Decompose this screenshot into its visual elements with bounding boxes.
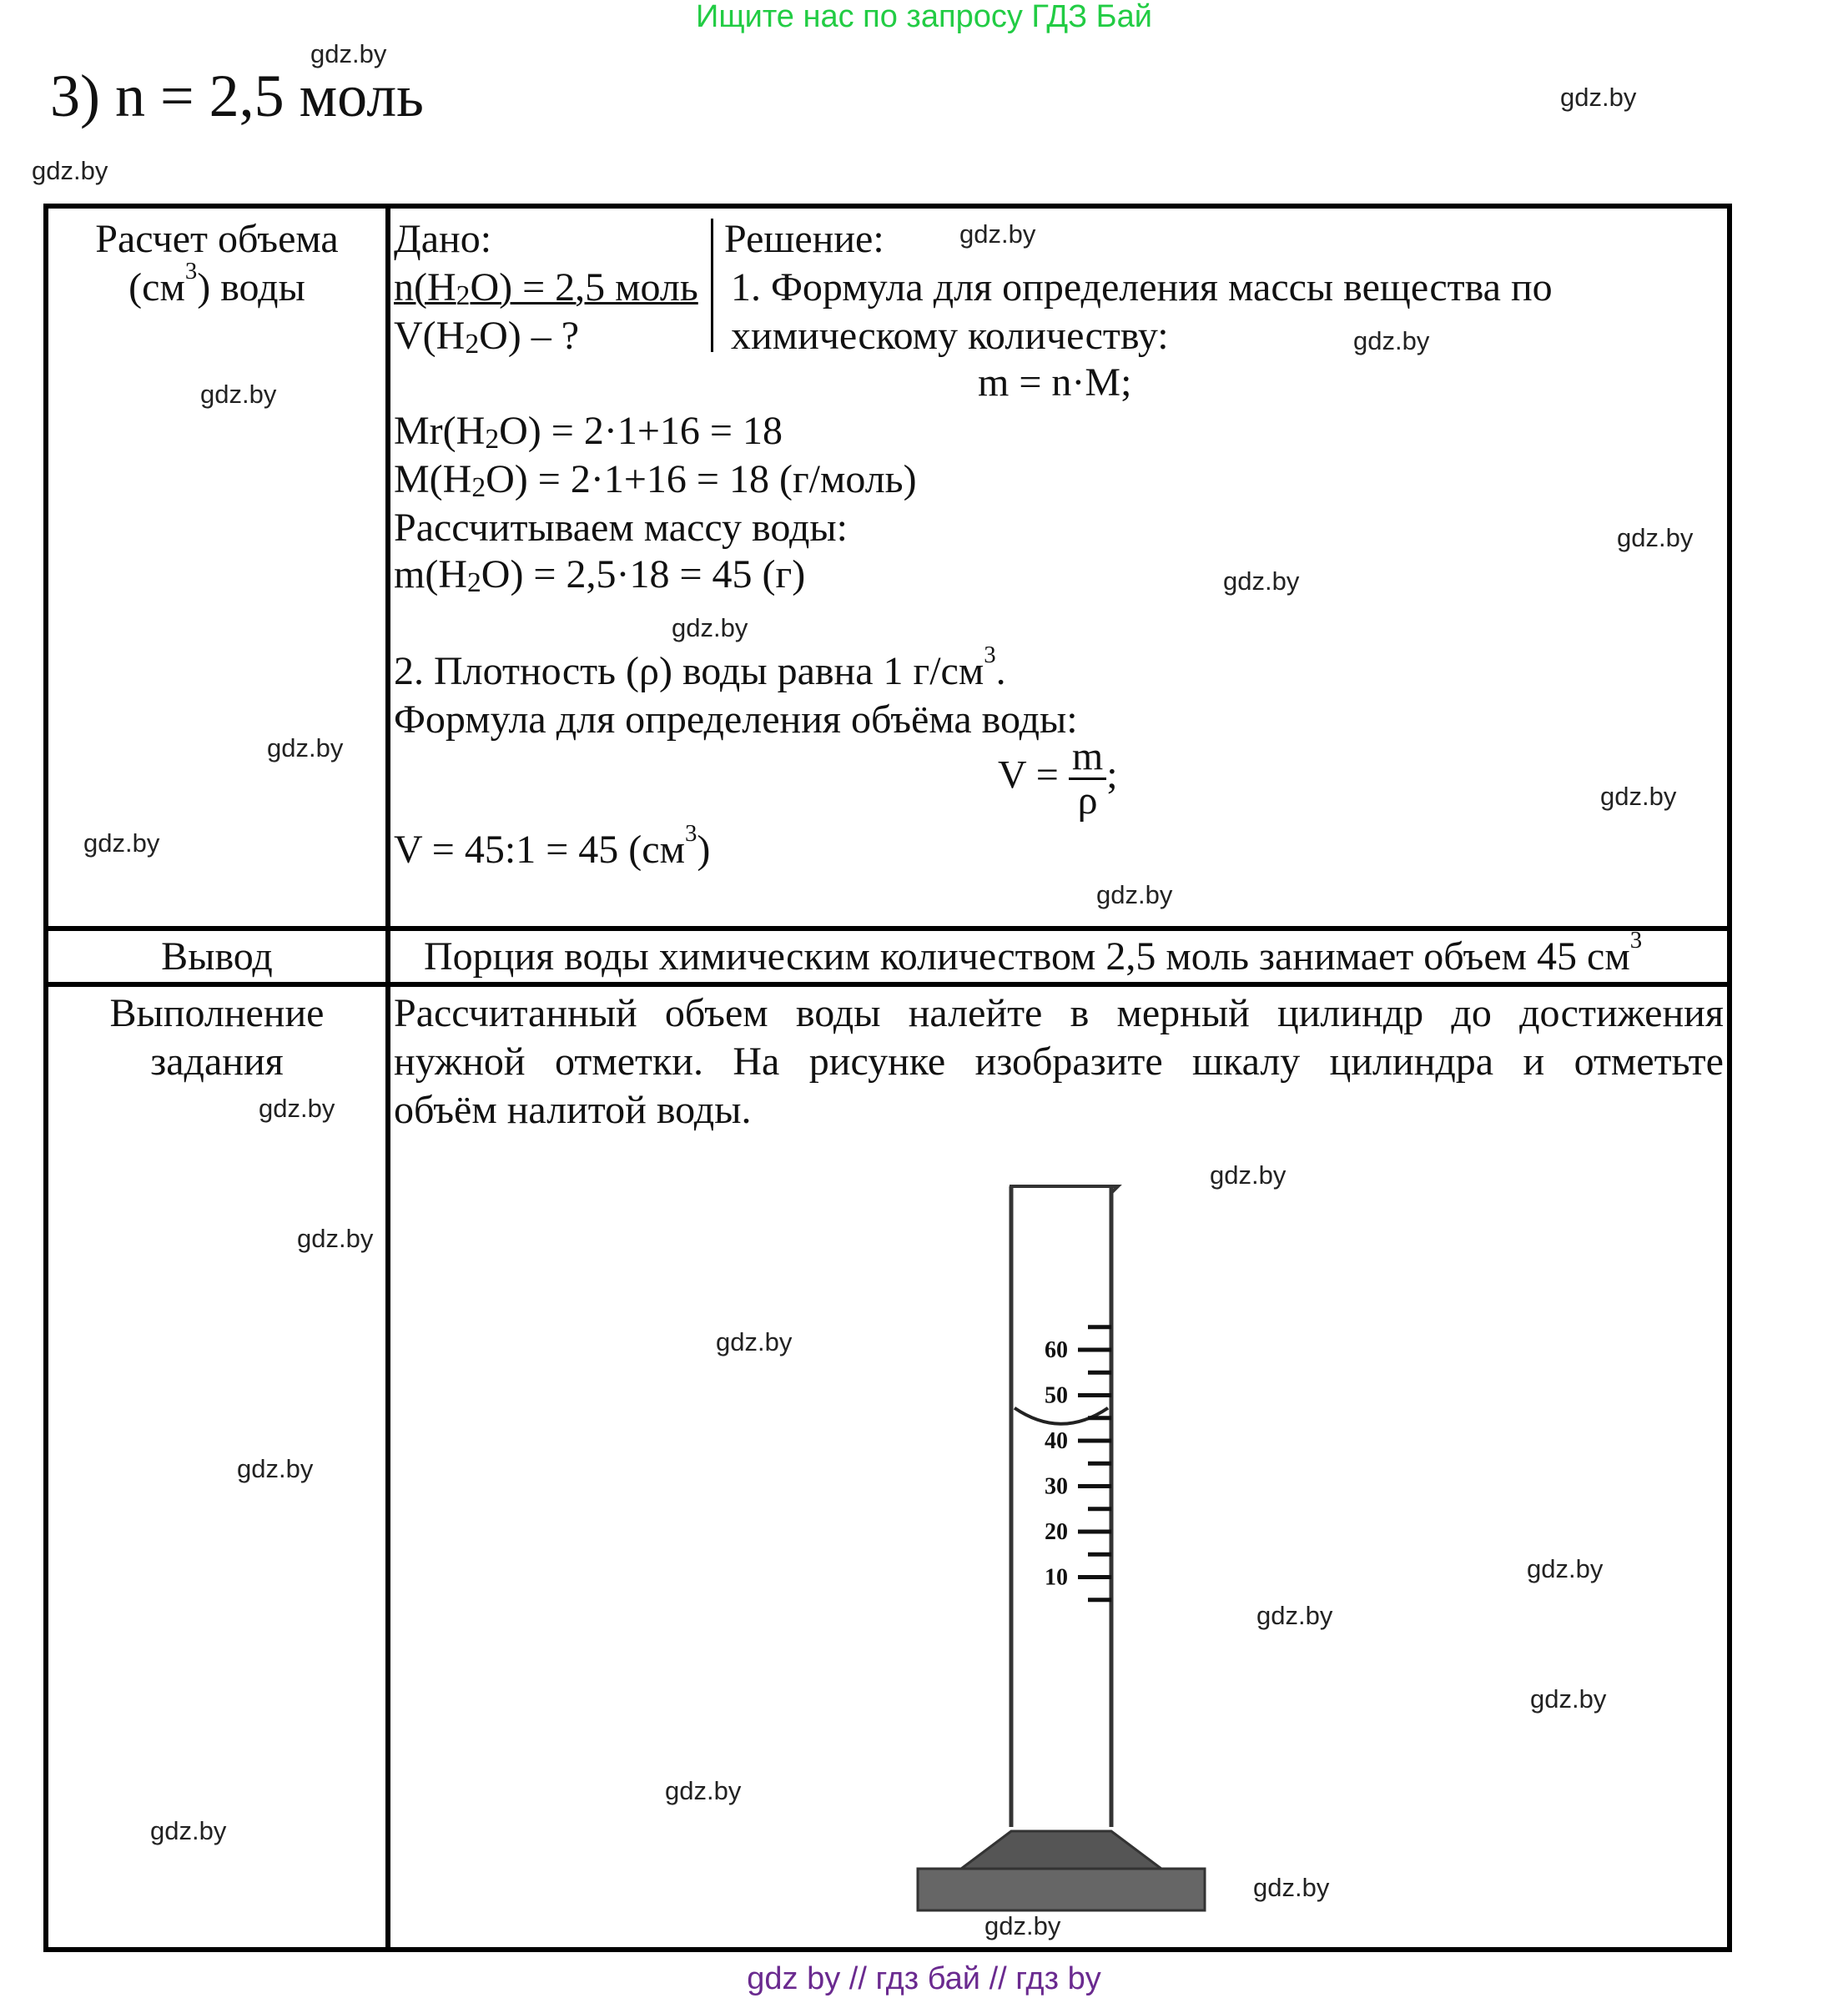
task-word: шкалу — [1192, 1039, 1301, 1084]
relative-molecular-mass: $Mr(H_2O) = 2\cdot 1+16 = 18$ — [394, 409, 783, 455]
watermark: gdz.by — [1600, 782, 1677, 811]
given-find: $V(H_2O)$ – ? — [394, 314, 580, 360]
cylinder-base-plate — [918, 1869, 1205, 1910]
watermark: gdz.by — [1096, 880, 1173, 909]
task-word: цилиндра — [1329, 1039, 1494, 1084]
task-word: Рассчитанный — [394, 991, 637, 1035]
scale-label: 60 — [1045, 1337, 1068, 1363]
task-line-2 — [394, 1038, 1724, 1086]
row-divider — [43, 926, 1732, 931]
calc-mass-label: Рассчитываем массу воды: — [394, 506, 848, 550]
mass-result: $m(H_2O) = 2,5\cdot 18 = 45$ (г) — [394, 552, 806, 599]
watermark: gdz.by — [200, 380, 277, 409]
molar-mass: $M(H_2O) = 2\cdot 1+16 = 18$ (г/моль) — [394, 457, 917, 504]
task-text — [394, 989, 1724, 1135]
watermark: gdz.by — [1253, 1873, 1330, 1902]
step1-line2: химическому количеству: — [731, 314, 1169, 358]
density-statement: 2. Плотность (ρ) воды равна 1 $г/см^3$. — [394, 642, 1006, 693]
watermark: gdz.by — [150, 1816, 227, 1845]
task-word: и — [1523, 1039, 1545, 1084]
watermark: gdz.by — [297, 1224, 374, 1253]
watermark: gdz.by — [267, 733, 344, 762]
watermark: gdz.by — [959, 219, 1036, 249]
step1-line1: 1. Формула для определения массы вещества по — [731, 265, 1553, 310]
watermark: gdz.by — [1256, 1601, 1333, 1630]
watermark: gdz.by — [1560, 83, 1637, 112]
watermark: gdz.by — [83, 828, 160, 858]
scale-label: 40 — [1045, 1428, 1068, 1454]
task-word: нужной — [394, 1039, 526, 1084]
task-word: мерный — [1116, 991, 1250, 1035]
column-divider — [385, 204, 390, 1952]
watermark: gdz.by — [310, 39, 387, 68]
task-word: достижения — [1519, 991, 1724, 1035]
watermark: gdz.by — [237, 1454, 314, 1483]
task-line-3: объём налитой воды. — [394, 1088, 752, 1132]
search-banner[interactable]: Ищите нас по запросу ГДЗ Бай — [696, 0, 1152, 34]
volume-formula: V = $\frac{m}{\rho}$ ; — [998, 734, 1118, 823]
watermark: gdz.by — [716, 1327, 793, 1356]
footer-links[interactable]: gdz by // гдз бай // гдз by — [747, 1961, 1101, 1996]
task-line-1 — [394, 989, 1724, 1038]
volume-formula-label: Формула для определения объёма воды: — [394, 697, 1078, 742]
watermark: gdz.by — [1527, 1554, 1604, 1583]
watermark: gdz.by — [1210, 1160, 1287, 1190]
task-word: воды — [795, 991, 881, 1035]
task-word: до — [1451, 991, 1492, 1035]
solution-label: Решение: — [724, 217, 884, 261]
given-divider — [711, 219, 713, 352]
watermark: gdz.by — [1353, 326, 1430, 355]
task-word: налейте — [908, 991, 1043, 1035]
mass-formula: m = n·M; — [978, 360, 1132, 405]
watermark: gdz.by — [32, 156, 108, 185]
watermark: gdz.by — [665, 1776, 742, 1805]
task-word: объем — [664, 991, 768, 1035]
volume-result: V = 45:1 = 45 $(см^3)$ — [394, 820, 711, 872]
given-label: Дано: — [394, 217, 492, 261]
task-word: изобразите — [974, 1039, 1163, 1084]
conclusion-text: Порция воды химическим количеством 2,5 моль занимает объем 45 $см^3$ — [424, 927, 1643, 979]
given-amount: $n(H_2O) = 2,5$ моль — [394, 265, 698, 312]
watermark: gdz.by — [984, 1911, 1061, 1940]
watermark: gdz.by — [259, 1094, 335, 1123]
measuring-cylinder-figure — [801, 1143, 1318, 1944]
conclusion-header: Вывод — [161, 934, 273, 979]
watermark: gdz.by — [1530, 1684, 1607, 1714]
task-word: цилиндр — [1277, 991, 1424, 1035]
watermark: gdz.by — [1617, 523, 1694, 552]
scale-label: 20 — [1045, 1519, 1068, 1545]
watermark: gdz.by — [672, 613, 748, 642]
task-word: отметки. — [554, 1039, 703, 1084]
task-word: рисунке — [808, 1039, 946, 1084]
task-word: На — [733, 1039, 780, 1084]
scale-label: 10 — [1045, 1564, 1068, 1591]
page-title: 3) n = 2,5 моль — [50, 63, 424, 129]
row-header-volume-calc: Расчет объема $(см^3)$ воды — [95, 217, 339, 310]
task-header: Выполнение задания — [109, 991, 325, 1084]
task-word: в — [1070, 991, 1090, 1035]
scale-label: 30 — [1045, 1473, 1068, 1500]
scale-label: 50 — [1045, 1382, 1068, 1409]
task-word: отметьте — [1574, 1039, 1724, 1084]
watermark: gdz.by — [1223, 566, 1300, 596]
row-divider — [43, 982, 1732, 987]
